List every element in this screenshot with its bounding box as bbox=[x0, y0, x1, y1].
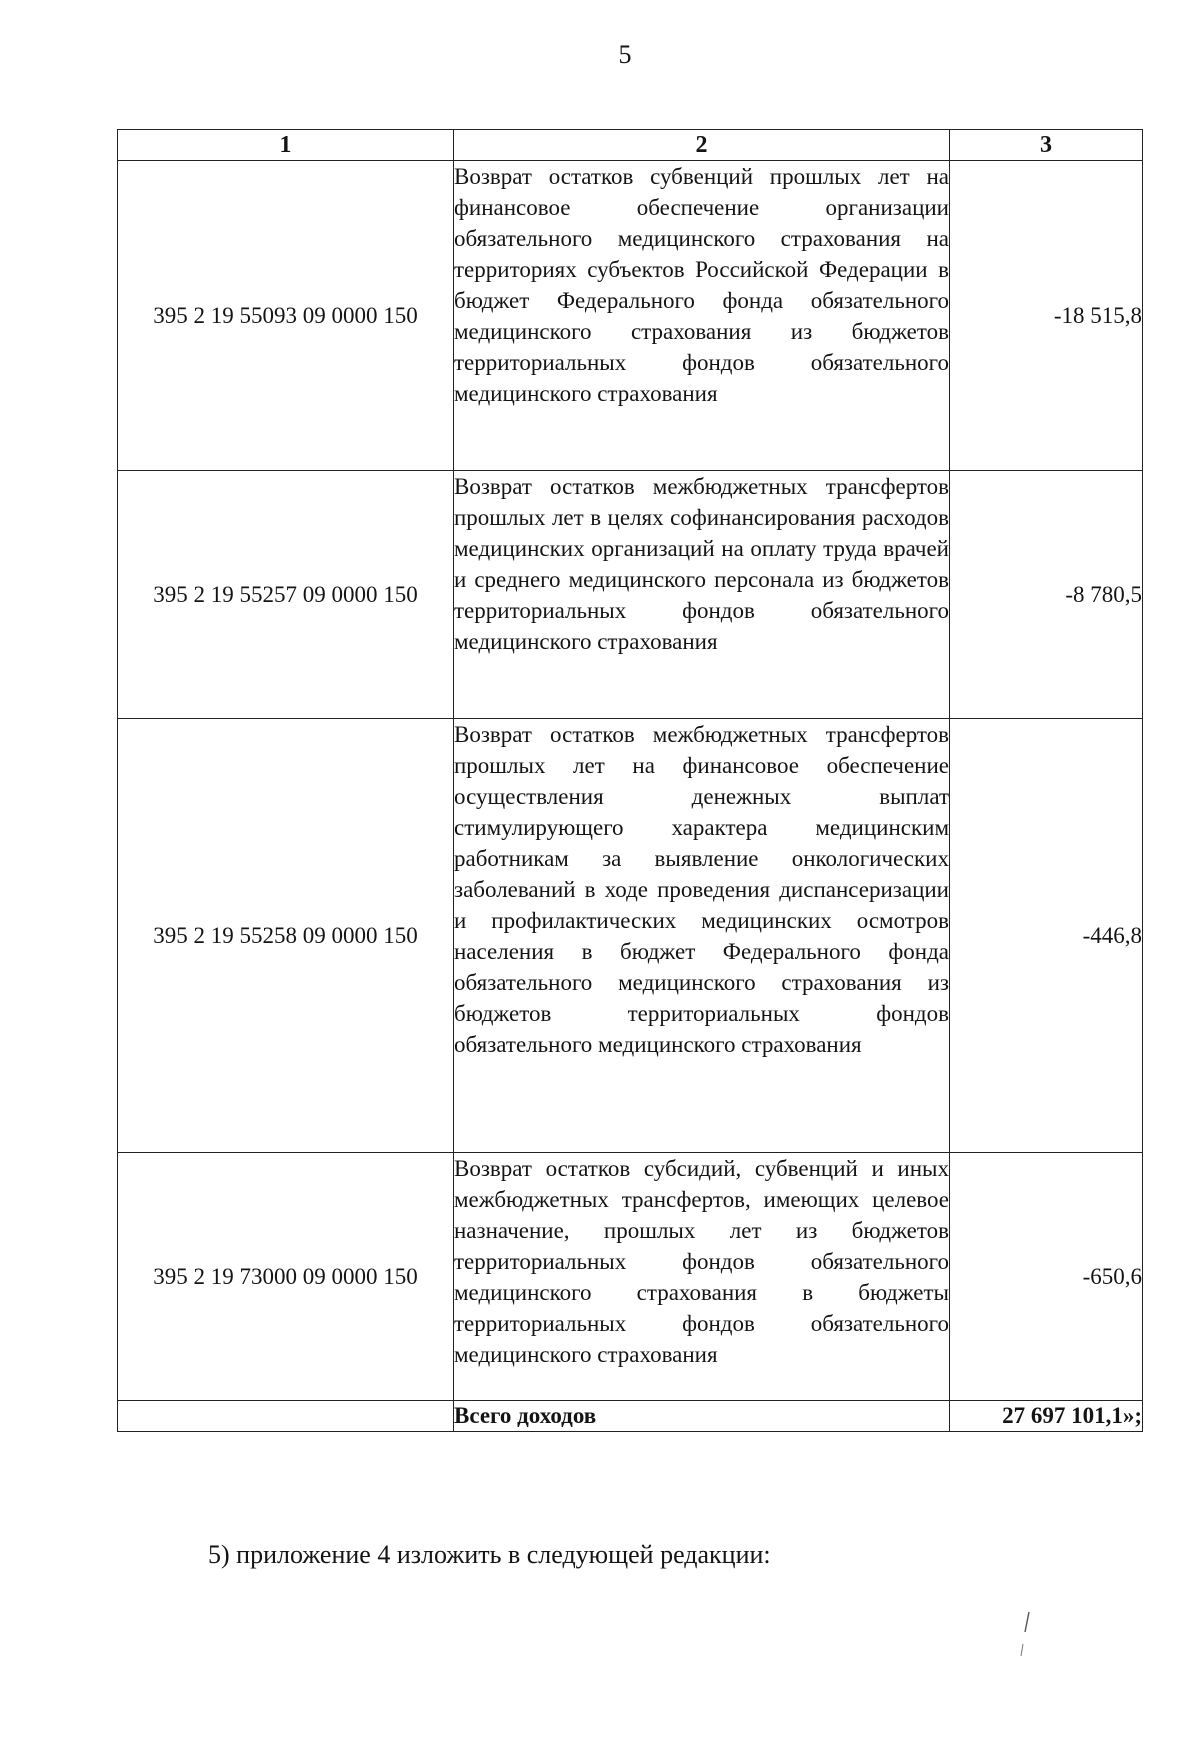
revenue-description: Возврат остатков субсидий, субвенций и иных межбюджетных трансфертов, имеющих целевое назначение, прошлых лет из бюджетов территориальных фондов обязательного медицинского страхования в бюджеты территориальных фондов обязательного медицинского страхования bbox=[454, 1153, 950, 1401]
table-header-row bbox=[118, 130, 1143, 161]
budget-code: 395 2 19 55093 09 0000 150 bbox=[118, 161, 454, 471]
budget-code: 395 2 19 73000 09 0000 150 bbox=[118, 1153, 454, 1401]
total-row bbox=[118, 1401, 1143, 1432]
revenue-amount: -650,6 bbox=[950, 1153, 1143, 1401]
revenue-description: Возврат остатков субвенций прошлых лет на финансовое обеспечение организации обязательного медицинского страхования на территориях субъектов Российской Федерации в бюджет Федерального фонда обязательного медицинского страхования из бюджетов территориальных фондов обязательного медицинского страхования bbox=[454, 161, 950, 471]
revenue-description: Возврат остатков межбюджетных трансфертов прошлых лет на финансовое обеспечение осуществления денежных выплат стимулирующего характера медицинским работникам за выявление онкологических заболеваний в ходе проведения диспансеризации и профилактических медицинских осмотров населения в бюджет Федерального фонда обязательного медицинского страхования из бюджетов территориальных фондов обязательного медицинского страхования bbox=[454, 719, 950, 1153]
revenue-amount: -446,8 bbox=[950, 719, 1143, 1153]
revenue-table bbox=[117, 129, 1143, 1432]
column-header-3: 3 bbox=[950, 130, 1143, 161]
revenue-description: Возврат остатков межбюджетных трансфертов прошлых лет в целях софинансирования расходов медицинских организаций на оплату труда врачей и среднего медицинского персонала из бюджетов территориальных фондов обязательного медицинского страхования bbox=[454, 471, 950, 719]
amendment-instruction: 5) приложение 4 изложить в следующей редакции: bbox=[208, 1540, 771, 1569]
total-code-cell bbox=[118, 1401, 454, 1432]
column-header-1: 1 bbox=[118, 130, 454, 161]
column-header-2: 2 bbox=[454, 130, 950, 161]
total-label: Всего доходов bbox=[454, 1401, 950, 1432]
total-amount: 27 697 101,1»; bbox=[950, 1401, 1143, 1432]
table-row bbox=[118, 1153, 1143, 1401]
table-row bbox=[118, 719, 1143, 1153]
revenue-amount: -8 780,5 bbox=[950, 471, 1143, 719]
page-number: 5 bbox=[618, 40, 632, 69]
budget-code: 395 2 19 55257 09 0000 150 bbox=[118, 471, 454, 719]
table-row bbox=[118, 161, 1143, 471]
revenue-amount: -18 515,8 bbox=[950, 161, 1143, 471]
budget-code: 395 2 19 55258 09 0000 150 bbox=[118, 719, 454, 1153]
table-row bbox=[118, 471, 1143, 719]
pen-mark-icon bbox=[1015, 1610, 1035, 1660]
